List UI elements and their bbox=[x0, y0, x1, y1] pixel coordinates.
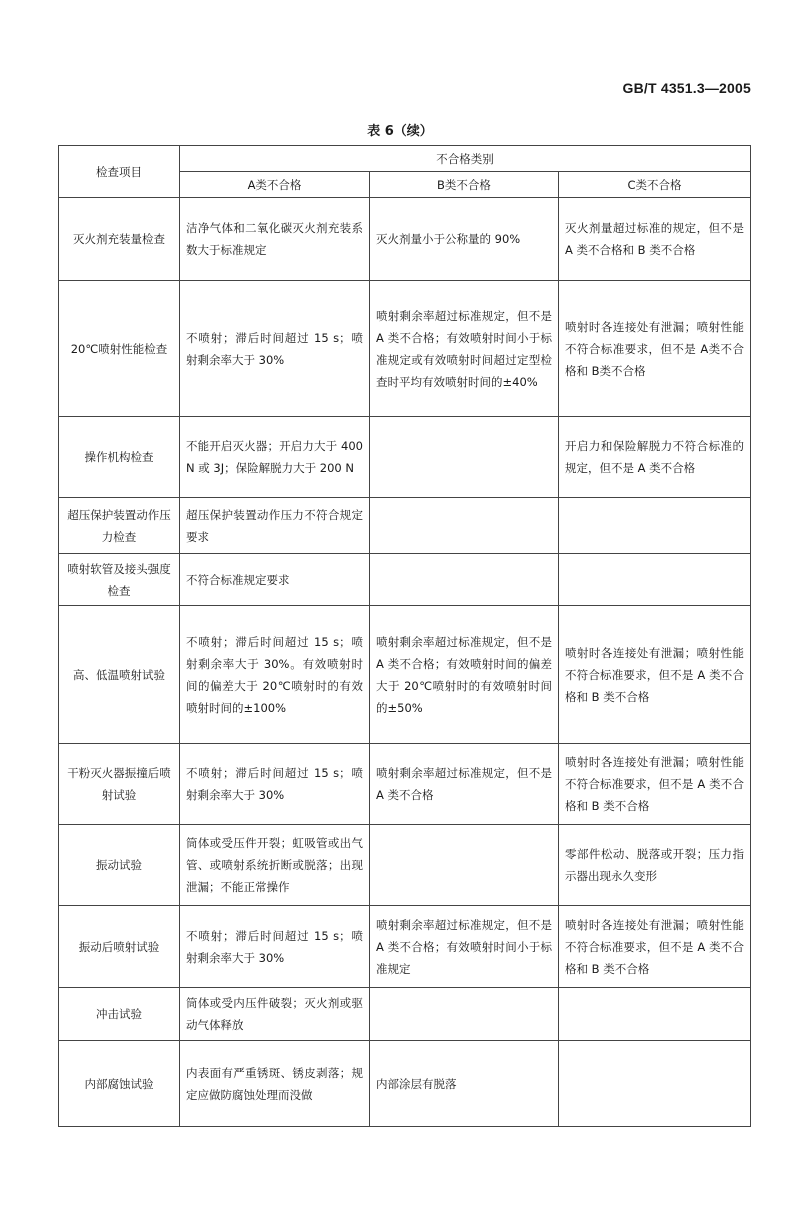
cell-class-a: 不喷射；滞后时间超过 15 s；喷射剩余率大于 30% bbox=[180, 744, 370, 825]
nonconformity-table bbox=[58, 145, 751, 1127]
cell-class-b: 喷射剩余率超过标准规定，但不是 A 类不合格；有效喷射时间小于标准规定或有效喷射时间超过定型检查时平均有效喷射时间的±40% bbox=[370, 281, 559, 417]
cell-class-b bbox=[370, 498, 559, 554]
cell-check-item: 高、低温喷射试验 bbox=[59, 606, 180, 744]
cell-check-item: 灭火剂充装量检查 bbox=[59, 198, 180, 281]
header-class-c: C类不合格 bbox=[559, 172, 751, 198]
cell-class-a: 洁净气体和二氧化碳灭火剂充装系数大于标准规定 bbox=[180, 198, 370, 281]
cell-class-a: 不喷射；滞后时间超过 15 s；喷射剩余率大于 30%。有效喷射时间的偏差大于 20℃喷射时的有效喷射时间的±100% bbox=[180, 606, 370, 744]
table-row bbox=[59, 417, 751, 498]
cell-class-c: 喷射时各连接处有泄漏；喷射性能不符合标准要求，但不是 A类不合格和 B类不合格 bbox=[559, 281, 751, 417]
table-title: 表 6（续） bbox=[367, 124, 433, 139]
cell-check-item: 内部腐蚀试验 bbox=[59, 1041, 180, 1127]
cell-class-c: 零部件松动、脱落或开裂；压力指示器出现永久变形 bbox=[559, 825, 751, 906]
cell-class-a: 内表面有严重锈斑、锈皮剥落；规定应做防腐蚀处理而没做 bbox=[180, 1041, 370, 1127]
header-class-b: B类不合格 bbox=[370, 172, 559, 198]
cell-class-c: 喷射时各连接处有泄漏；喷射性能不符合标准要求，但不是 A 类不合格和 B 类不合格 bbox=[559, 906, 751, 988]
header-nonconformity-category: 不合格类别 bbox=[180, 146, 751, 172]
cell-check-item: 冲击试验 bbox=[59, 988, 180, 1041]
cell-class-c: 开启力和保险解脱力不符合标准的规定，但不是 A 类不合格 bbox=[559, 417, 751, 498]
cell-check-item: 干粉灭火器振撞后喷射试验 bbox=[59, 744, 180, 825]
cell-class-b bbox=[370, 417, 559, 498]
table-row bbox=[59, 281, 751, 417]
cell-check-item: 喷射软管及接头强度检查 bbox=[59, 554, 180, 606]
cell-class-b bbox=[370, 825, 559, 906]
cell-class-b: 喷射剩余率超过标准规定，但不是 A 类不合格 bbox=[370, 744, 559, 825]
table-row bbox=[59, 825, 751, 906]
cell-class-a: 不喷射；滞后时间超过 15 s；喷射剩余率大于 30% bbox=[180, 906, 370, 988]
table-row bbox=[59, 606, 751, 744]
cell-class-c: 喷射时各连接处有泄漏；喷射性能不符合标准要求，但不是 A 类不合格和 B 类不合格 bbox=[559, 606, 751, 744]
table-row bbox=[59, 988, 751, 1041]
header-check-item: 检查项目 bbox=[59, 146, 180, 198]
cell-class-c bbox=[559, 554, 751, 606]
cell-check-item: 操作机构检查 bbox=[59, 417, 180, 498]
table-body bbox=[59, 198, 751, 1127]
cell-check-item: 振动试验 bbox=[59, 825, 180, 906]
cell-check-item: 超压保护装置动作压力检查 bbox=[59, 498, 180, 554]
table-row bbox=[59, 744, 751, 825]
cell-class-c bbox=[559, 988, 751, 1041]
cell-class-b: 内部涂层有脱落 bbox=[370, 1041, 559, 1127]
cell-class-a: 不能开启灭火器；开启力大于 400N 或 3J；保险解脱力大于 200 N bbox=[180, 417, 370, 498]
table-row bbox=[59, 198, 751, 281]
standard-code: GB/T 4351.3—2005 bbox=[622, 80, 751, 96]
cell-class-c bbox=[559, 498, 751, 554]
cell-class-a: 筒体或受内压件破裂；灭火剂或驱动气体释放 bbox=[180, 988, 370, 1041]
cell-class-b: 喷射剩余率超过标准规定，但不是 A 类不合格；有效喷射时间小于标准规定 bbox=[370, 906, 559, 988]
table-row bbox=[59, 498, 751, 554]
table-row bbox=[59, 554, 751, 606]
cell-class-b bbox=[370, 988, 559, 1041]
table-row bbox=[59, 906, 751, 988]
cell-check-item: 振动后喷射试验 bbox=[59, 906, 180, 988]
table-row bbox=[59, 1041, 751, 1127]
header-class-a: A类不合格 bbox=[180, 172, 370, 198]
cell-check-item: 20℃喷射性能检查 bbox=[59, 281, 180, 417]
cell-class-b: 灭火剂量小于公称量的 90% bbox=[370, 198, 559, 281]
cell-class-a: 不喷射；滞后时间超过 15 s；喷射剩余率大于 30% bbox=[180, 281, 370, 417]
cell-class-c: 灭火剂量超过标准的规定，但不是 A 类不合格和 B 类不合格 bbox=[559, 198, 751, 281]
cell-class-b: 喷射剩余率超过标准规定，但不是 A 类不合格；有效喷射时间的偏差大于 20℃喷射时的有效喷射时间的±50% bbox=[370, 606, 559, 744]
cell-class-b bbox=[370, 554, 559, 606]
cell-class-c: 喷射时各连接处有泄漏；喷射性能不符合标准要求，但不是 A 类不合格和 B 类不合格 bbox=[559, 744, 751, 825]
cell-class-a: 筒体或受压件开裂；虹吸管或出气管、或喷射系统折断或脱落；出现泄漏；不能正常操作 bbox=[180, 825, 370, 906]
header-row-group bbox=[59, 146, 751, 172]
cell-class-a: 超压保护装置动作压力不符合规定要求 bbox=[180, 498, 370, 554]
cell-class-a: 不符合标准规定要求 bbox=[180, 554, 370, 606]
cell-class-c bbox=[559, 1041, 751, 1127]
